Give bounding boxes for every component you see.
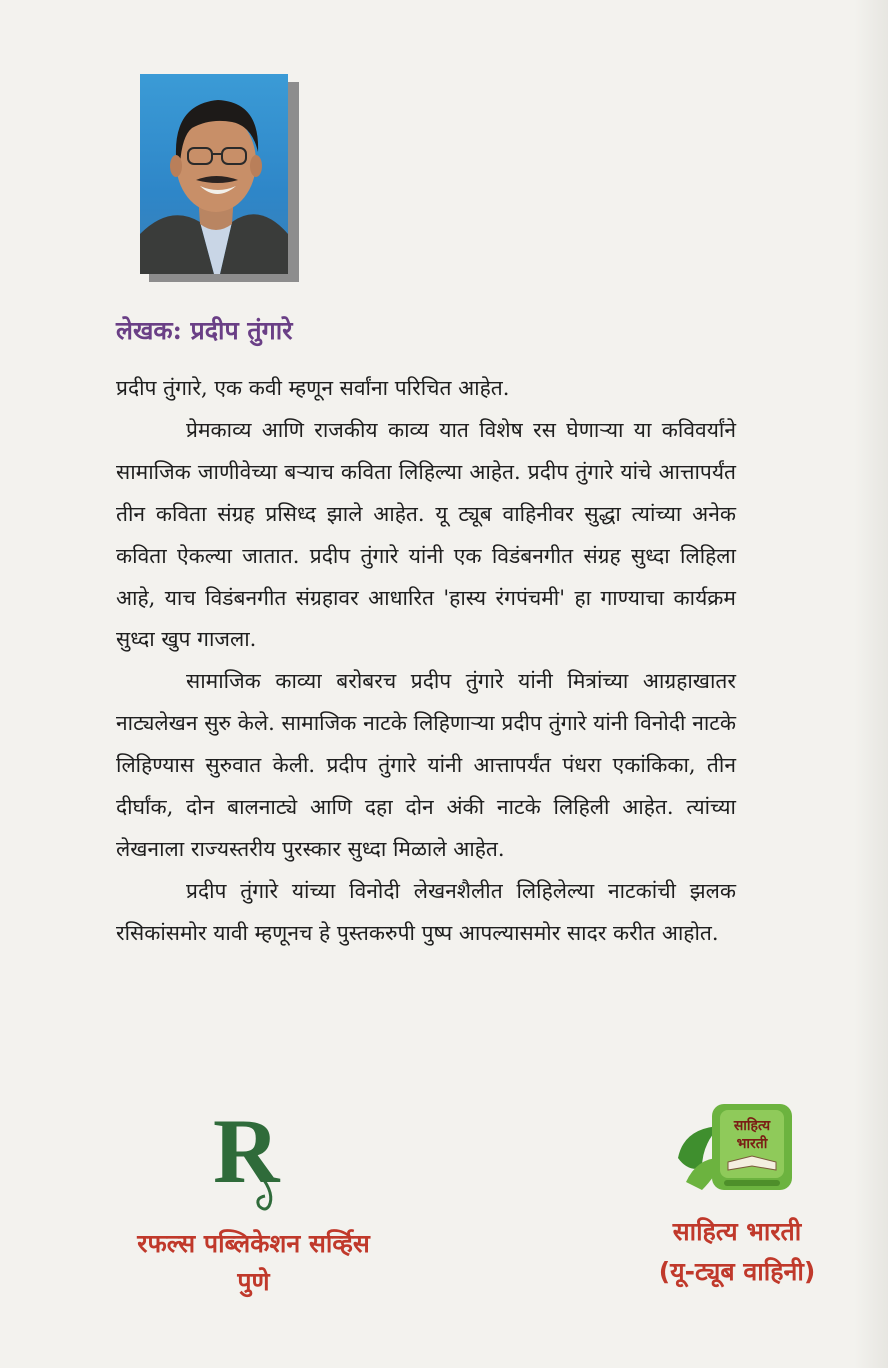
channel-name: साहित्य भारती bbox=[672, 1217, 802, 1246]
channel-logo-text-2: भारती bbox=[736, 1136, 768, 1152]
bio-paragraph-2: प्रेमकाव्य आणि राजकीय काव्य यात विशेष रस घेणाऱ्या या कविवर्यांने सामाजिक जाणीवेच्या बऱ्याच कविता लिहिल्या आहेत. प्रदीप तुंगारे यांचे आत्तापर्यंत तीन कविता संग्रह प्रसिध्द झाले आहेत. यू ट्यूब वाहिनीवर सुद्धा त्यांच्या अनेक कविता ऐकल्या जातात. प्रदीप तुंगारे यांनी एक विडंबनगीत संग्रह सुध्दा लिहिला आहे, याच विडंबनगीत संग्रहावर आधारित 'हास्य रंगपंचमी' हा गाण्याचा कार्यक्रम सुध्दा खुप गाजला. bbox=[116, 417, 736, 652]
author-photo bbox=[140, 74, 288, 274]
bio-paragraph-3: सामाजिक काव्या बरोबरच प्रदीप तुंगारे यांनी मित्रांच्या आग्रहाखातर नाट्यलेखन सुरु केले. सामाजिक नाटके लिहिणाऱ्या प्रदीप तुंगारे यांनी विनोदी नाटके लिहिण्यास सुरुवात केली. प्रदीप तुंगारे यांनी आत्तापर्यंत पंधरा एकांकिका, तीन दीर्घांक, दोन बालनाट्ये आणि दहा दोन अंकी नाटके लिहिली आहेत. त्यांच्या लेखनाला राज्यस्तरीय पुरस्कार सुध्दा मिळाले आहेत. bbox=[116, 669, 736, 861]
publisher-name: रफल्स पब्लिकेशन सर्व्हिस bbox=[137, 1229, 370, 1258]
bio-paragraph-4: प्रदीप तुंगारे यांच्या विनोदी लेखनशैलीत लिहिलेल्या नाटकांची झलक रसिकांसमोर यावी म्हणूनच हे पुस्तकरुपी पुष्प आपल्यासमोर सादर करीत आहोत. bbox=[116, 878, 736, 945]
channel-logo-text-1: साहित्य bbox=[733, 1118, 771, 1134]
sahitya-bharati-logo bbox=[672, 1098, 802, 1202]
bio-paragraph-1: प्रदीप तुंगारे, एक कवी म्हणून सर्वांना परिचित आहेत. bbox=[116, 376, 510, 400]
author-heading: लेखक: प्रदीप तुंगारे bbox=[116, 316, 293, 345]
page-edge-shade bbox=[854, 0, 888, 1368]
publisher-logo-letter: R bbox=[212, 1102, 279, 1202]
publisher-city: पुणे bbox=[237, 1267, 270, 1296]
publisher-block bbox=[96, 1102, 411, 1302]
channel-block bbox=[622, 1098, 852, 1292]
author-bio bbox=[116, 368, 736, 955]
publisher-logo bbox=[199, 1102, 309, 1212]
channel-subtitle: (यू-ट्यूब वाहिनी) bbox=[658, 1257, 816, 1286]
